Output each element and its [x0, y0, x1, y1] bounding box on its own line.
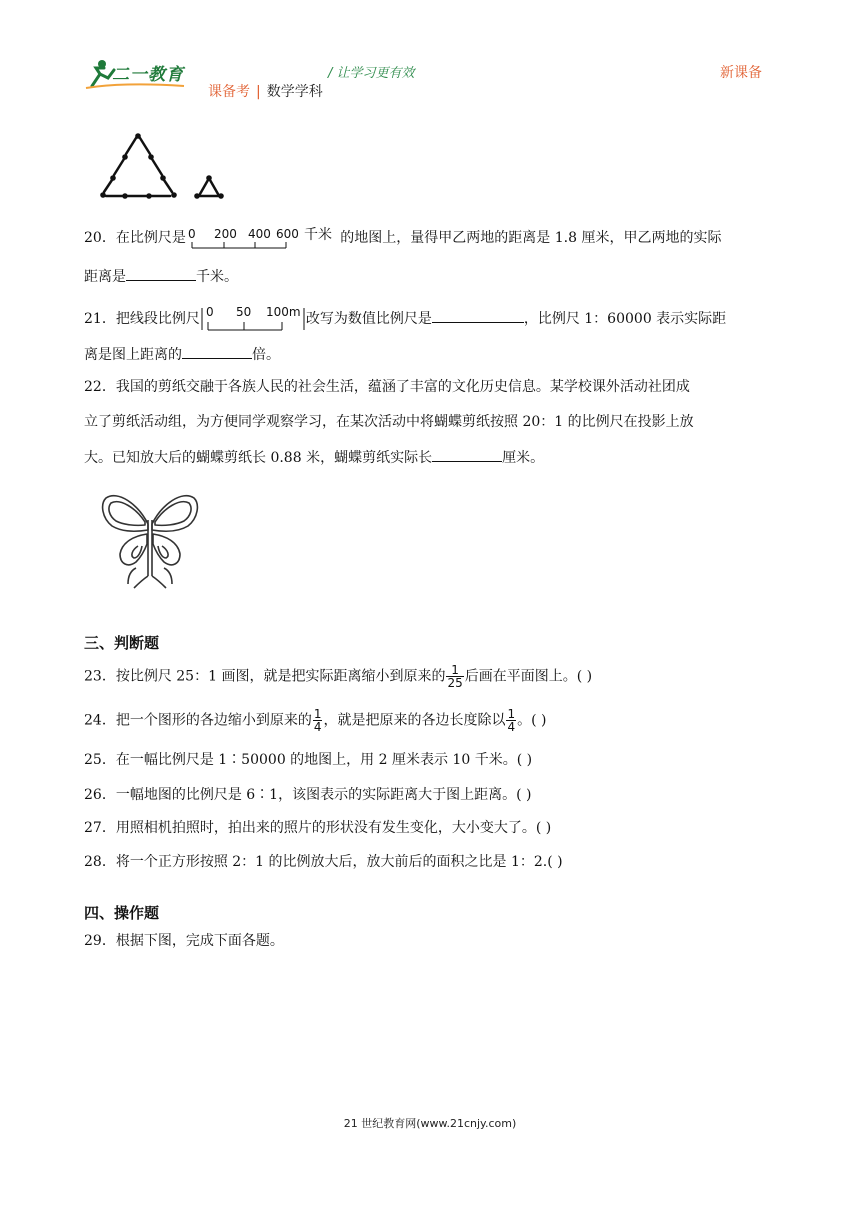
q20-answer-blank[interactable] [126, 266, 196, 281]
q24-number: 24． [84, 712, 116, 729]
q23-fraction-numerator: 1 [446, 664, 463, 677]
q23-fraction-denominator: 25 [447, 676, 463, 690]
q23-text-post: 后画在平面图上。( ) [464, 668, 593, 685]
question-21 [84, 306, 726, 332]
q23-text-pre: 按比例尺 25：1 画图，就是把实际距离缩小到原来的 [115, 668, 446, 685]
q28-number: 28． [84, 854, 116, 870]
question-20-line2 [84, 266, 238, 287]
q21-scale-label-1: 50 [235, 306, 252, 319]
q21-answer-blank-1[interactable] [432, 308, 524, 323]
q20-scale-label-0: 0 [187, 227, 196, 241]
q26-text: 一幅地图的比例尺是 6∶1，该图表示的实际距离大于图上距离。( ) [115, 787, 532, 803]
question-23 [84, 664, 592, 689]
q24-text-post: 。( ) [517, 712, 547, 729]
q21-answer-blank-2[interactable] [182, 344, 252, 359]
q21-line-scale [200, 306, 306, 332]
q21-text-pre: 把线段比例尺 [115, 311, 200, 327]
q24-text-mid: ，就是把原来的各边长度除以 [323, 712, 506, 729]
question-22-line2 [84, 412, 694, 432]
q21-line2-post: 倍。 [252, 347, 280, 363]
question-21-line2 [84, 344, 280, 365]
q21-text-post: ，比例尺 1：60000 表示实际距 [523, 311, 727, 327]
question-25 [84, 750, 532, 770]
q24-fraction-1 [313, 708, 323, 733]
section-4-title: 四、操作题 [84, 904, 160, 922]
question-22-line1 [84, 377, 690, 397]
slogan: / 让学习更有效 [328, 66, 415, 81]
q24-fraction-2 [506, 708, 516, 733]
logo-text: 二一教育 [112, 65, 184, 85]
q24-fraction-2-denominator: 4 [507, 720, 516, 734]
section-3-title: 三、判断题 [84, 634, 160, 652]
q20-line2-pre: 距离是 [84, 269, 126, 285]
q27-text: 用照相机拍照时，拍出来的照片的形状没有发生变化，大小变大了。( ) [115, 820, 552, 836]
q20-line2-post: 千米。 [196, 269, 238, 285]
q23-fraction [446, 664, 463, 689]
q20-number: 20． [84, 230, 116, 246]
q24-fraction-1-denominator: 4 [313, 720, 322, 734]
question-27 [84, 818, 551, 838]
q20-scale-unit: 千米 [303, 227, 332, 243]
q22-answer-blank[interactable] [432, 447, 502, 462]
q22-line1: 我国的剪纸交融于各族人民的社会生活，蕴涵了丰富的文化历史信息。某学校课外活动社团成 [115, 379, 690, 395]
q20-text-post: 的地图上，量得甲乙两地的距离是 1.8 厘米，甲乙两地的实际 [335, 230, 722, 246]
q25-number: 25． [84, 752, 116, 768]
q20-scale-label-1: 200 [213, 227, 237, 241]
q29-text: 根据下图，完成下面各题。 [115, 933, 284, 949]
q24-fraction-1-numerator: 1 [313, 707, 322, 721]
q20-scale-label-3: 600 [275, 227, 299, 241]
question-24 [84, 708, 546, 733]
subject-prefix: 课备考 [208, 84, 250, 100]
question-29 [84, 931, 284, 951]
q22-line3-post: 厘米。 [502, 450, 545, 466]
q24-text-pre: 把一个图形的各边缩小到原来的 [115, 712, 312, 729]
q20-line-scale [186, 226, 336, 250]
q28-text: 将一个正方形按照 2：1 的比例放大后，放大前后的面积之比是 1：2.( ) [115, 854, 563, 870]
q21-line2-pre: 离是图上距离的 [84, 347, 182, 363]
subject-name: 数学学科 [266, 84, 323, 100]
question-22-line3 [84, 447, 544, 468]
q21-number: 21． [84, 311, 116, 327]
subject-separator: | [256, 84, 261, 100]
q22-line2: 立了剪纸活动组，为方便同学观察学习，在某次活动中将蝴蝶剪纸按照 20：1 的比例尺在投影上放 [84, 414, 694, 430]
matchstick-triangles-figure [96, 128, 236, 204]
page-footer: 21 世纪教育网(www.21cnjy.com) [343, 1117, 517, 1130]
q21-scale-label-0: 0 [205, 306, 214, 319]
question-20 [84, 226, 721, 250]
q27-number: 27． [84, 820, 116, 836]
header-right-label: 新课备 [720, 65, 762, 81]
q22-line3-pre: 大。已知放大后的蝴蝶剪纸长 0.88 米，蝴蝶剪纸实际长 [84, 450, 433, 466]
q20-text-pre: 在比例尺是 [115, 230, 186, 246]
subject-line [208, 81, 323, 101]
q26-number: 26． [84, 787, 116, 803]
question-26 [84, 785, 531, 805]
q20-scale-label-2: 400 [247, 227, 271, 241]
butterfly-papercut-icon [98, 484, 202, 592]
q21-scale-label-2: 100m [265, 306, 301, 319]
q29-number: 29． [84, 933, 116, 949]
q25-text: 在一幅比例尺是 1∶50000 的地图上，用 2 厘米表示 10 千米。( ) [115, 752, 533, 768]
q24-fraction-2-numerator: 1 [507, 707, 516, 721]
q23-number: 23． [84, 668, 116, 685]
q22-number: 22． [84, 379, 116, 395]
question-28 [84, 852, 563, 872]
q21-text-mid: 改写为数值比例尺是 [305, 311, 432, 327]
